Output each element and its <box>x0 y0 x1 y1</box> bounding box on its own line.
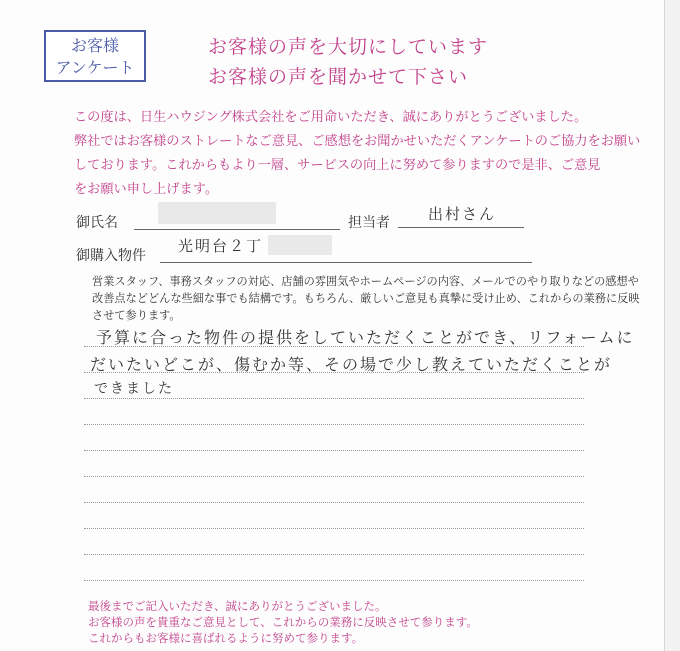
ruled-line <box>84 398 584 399</box>
intro-line-4: をお願い申し上げます。 <box>74 182 219 197</box>
property-underline <box>160 262 532 263</box>
ruled-line <box>84 580 584 581</box>
heading-line-2: お客様の声を聞かせて下さい <box>208 66 469 88</box>
answer-line-1: 予算に合った物件の提供をしていただくことができ、リフォームに <box>96 328 635 347</box>
staff-value: 出村さん <box>428 205 497 223</box>
redacted-address <box>268 235 332 255</box>
intro-line-2: 弊社ではお客様のストレートなご意見、ご感想をお聞かせいただくアンケートのご協力をお願い <box>74 134 641 149</box>
heading-line-1: お客様の声を大切にしています <box>208 36 489 58</box>
property-value: 光明台２丁 <box>178 237 264 255</box>
footer-line-1: 最後までご記入いただき、誠にありがとうございました。 <box>88 599 387 613</box>
ruled-line <box>84 502 584 503</box>
ruled-line <box>84 346 584 347</box>
ruled-line <box>84 554 584 555</box>
survey-badge <box>44 30 146 82</box>
badge-line-1: お客様 <box>70 36 119 55</box>
redacted-name <box>158 202 276 224</box>
ruled-line <box>84 372 584 373</box>
question-line-2: 改善点などどんな些細な事でも結構です。もちろん、厳しいご意見も真摯に受け止め、これからの業務に反映 <box>92 292 640 305</box>
intro-line-3: しております。これからもより一層、サービスの向上に努めて参りますので是非、ご意見 <box>74 158 601 173</box>
ruled-line <box>84 476 584 477</box>
name-label: 御氏名 <box>76 215 118 231</box>
question-line-3: させて参ります。 <box>92 309 181 322</box>
property-label: 御購入物件 <box>76 248 146 264</box>
answer-line-3: できました <box>94 381 174 397</box>
ruled-line <box>84 450 584 451</box>
staff-underline <box>398 227 524 228</box>
badge-line-2: アンケート <box>55 58 135 77</box>
answer-line-2: だいたいどこが、傷むか等、その場で少し教えていただくことが <box>90 355 613 374</box>
intro-line-1: この度は、日生ハウジング株式会社をご用命いただき、誠にありがとうございました。 <box>74 110 588 125</box>
footer-line-3: これからもお客様に喜ばれるように努めて参ります。 <box>88 631 364 645</box>
staff-label: 担当者 <box>348 215 390 231</box>
ruled-line <box>84 424 584 425</box>
scan-edge <box>664 0 680 651</box>
ruled-line <box>84 528 584 529</box>
footer-line-2: お客様の声を貴重なご意見として、これからの業務に反映させて参ります。 <box>88 615 478 629</box>
name-underline <box>134 229 340 230</box>
question-line-1: 営業スタッフ、事務スタッフの対応、店舗の雰囲気やホームページの内容、メールでのやり取りなどの感想や <box>92 275 639 288</box>
